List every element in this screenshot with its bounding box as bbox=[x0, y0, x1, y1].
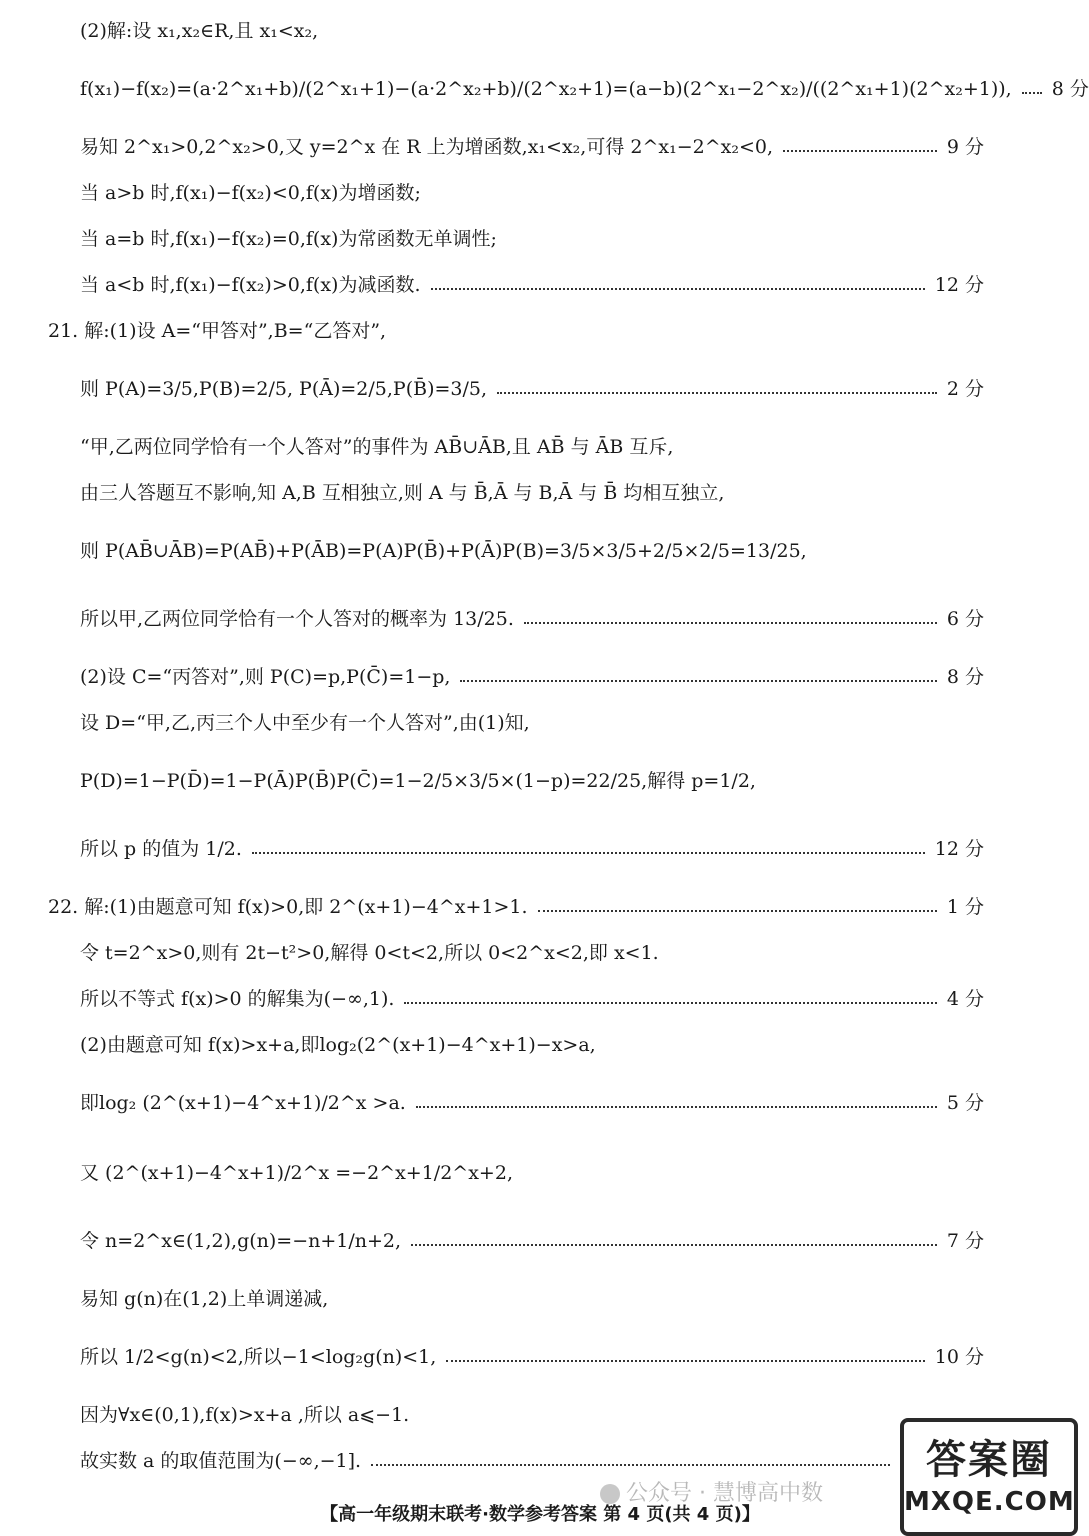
text-line: 当 a=b 时,f(x₁)−f(x₂)=0,f(x)为常函数无单调性; bbox=[80, 228, 497, 250]
text-line: “甲,乙两位同学恰有一个人答对”的事件为 AB̄∪ĀB,且 AB̄ 与 ĀB 互斥, bbox=[80, 436, 674, 458]
score-label: 12 分 bbox=[934, 838, 984, 860]
text-line: 令 n=2^x∈(1,2),g(n)=−n+1/n+2, 7 分 bbox=[80, 1230, 984, 1252]
question-heading: 22. 解:(1)由题意可知 f(x)>0,即 2^(x+1)−4^x+1>1. 1 分 bbox=[48, 896, 984, 918]
text-line: 易知 2^x₁>0,2^x₂>0,又 y=2^x 在 R 上为增函数,x₁<x₂,可得 2^x₁−2^x₂<0, 9 分 bbox=[80, 136, 984, 158]
text-line: 当 a<b 时,f(x₁)−f(x₂)>0,f(x)为减函数. 12 分 bbox=[80, 274, 984, 296]
text-line: 所以 1/2<g(n)<2,所以−1<log₂g(n)<1, 10 分 bbox=[80, 1346, 984, 1368]
score-label: 12 分 bbox=[934, 274, 984, 296]
text-line: 所以 p 的值为 1/2. 12 分 bbox=[80, 838, 984, 860]
score-label: 5 分 bbox=[946, 1092, 984, 1114]
text-line: 即log₂ (2^(x+1)−4^x+1)/2^x >a. 5 分 bbox=[80, 1092, 984, 1114]
logo-stamp: 答案圈 MXQE.COM bbox=[900, 1418, 1078, 1536]
score-label: 9 分 bbox=[946, 136, 984, 158]
score-label: 7 分 bbox=[946, 1230, 984, 1252]
text-line: 易知 g(n)在(1,2)上单调递减, bbox=[80, 1288, 329, 1310]
score-label: 10 分 bbox=[934, 1346, 984, 1368]
text-line: (2)由题意可知 f(x)>x+a,即log₂(2^(x+1)−4^x+1)−x>a, bbox=[80, 1034, 596, 1056]
text-line: 因为∀x∈(0,1),f(x)>x+a ,所以 a⩽−1. bbox=[80, 1404, 410, 1426]
score-label: 6 分 bbox=[946, 608, 984, 630]
text-line: 设 D=“甲,乙,丙三个人中至少有一个人答对”,由(1)知, bbox=[80, 712, 530, 734]
text-line: 令 t=2^x>0,则有 2t−t²>0,解得 0<t<2,所以 0<2^x<2,即 x<1. bbox=[80, 942, 659, 964]
score-label: 4 分 bbox=[946, 988, 984, 1010]
text-line: f(x₁)−f(x₂)=(a·2^x₁+b)/(2^x₁+1)−(a·2^x₂+b)/(2^x₂+1)=(a−b)(2^x₁−2^x₂)/((2^x₁+1)(2^x₂+1)), 8 分 bbox=[80, 78, 1089, 100]
score-label: 2 分 bbox=[946, 378, 984, 400]
text-line: 所以不等式 f(x)>0 的解集为(−∞,1). 4 分 bbox=[80, 988, 984, 1010]
text-line: 故实数 a 的取值范围为(−∞,−1]. bbox=[80, 1450, 900, 1473]
watermark: 公众号 · 慧博高中数 bbox=[600, 1476, 823, 1507]
text-line: 又 (2^(x+1)−4^x+1)/2^x =−2^x+1/2^x+2, bbox=[80, 1162, 513, 1184]
text-line: (2)设 C=“丙答对”,则 P(C)=p,P(C̄)=1−p, 8 分 bbox=[80, 666, 984, 688]
text-line: P(D)=1−P(D̄)=1−P(Ā)P(B̄)P(C̄)=1−2/5×3/5×(1−p)=22/25,解得 p=1/2, bbox=[80, 770, 756, 792]
score-label: 8 分 bbox=[946, 666, 984, 688]
text-line: 当 a>b 时,f(x₁)−f(x₂)<0,f(x)为增函数; bbox=[80, 182, 421, 204]
score-label: 1 分 bbox=[946, 896, 984, 918]
text-line: 则 P(A)=3/5,P(B)=2/5, P(Ā)=2/5,P(B̄)=3/5, 2 分 bbox=[80, 378, 984, 400]
text-line: 所以甲,乙两位同学恰有一个人答对的概率为 13/25. 6 分 bbox=[80, 608, 984, 630]
score-label: 8 分 bbox=[1051, 78, 1089, 100]
page-footer: 【高一年级期末联考·数学参考答案 第 4 页(共 4 页)】 bbox=[320, 1504, 760, 1525]
question-heading: 21. 解:(1)设 A=“甲答对”,B=“乙答对”, bbox=[48, 320, 387, 342]
text-line: 则 P(AB̄∪ĀB)=P(AB̄)+P(ĀB)=P(A)P(B̄)+P(Ā)P(B)=3/5×3/5+2/5×2/5=13/25, bbox=[80, 540, 807, 562]
text-line: (2)解:设 x₁,x₂∈R,且 x₁<x₂, bbox=[80, 20, 319, 42]
text-line: 由三人答题互不影响,知 A,B 互相独立,则 A 与 B̄,Ā 与 B,Ā 与 B̄ 均相互独立, bbox=[80, 482, 725, 504]
